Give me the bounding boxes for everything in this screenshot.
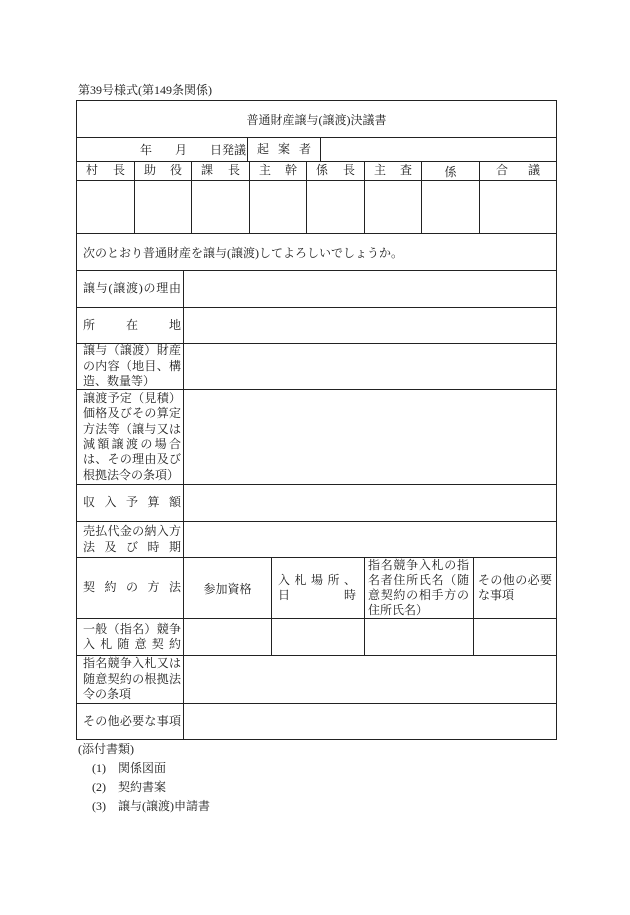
label-line: 譲与(譲渡)の理由 bbox=[83, 281, 181, 296]
label-line: 法及び時期 bbox=[83, 539, 181, 554]
approval-header-section-chief bbox=[192, 162, 250, 180]
label-line: 指名競争入札の指 bbox=[368, 558, 469, 572]
attachments-heading: (添付書類) bbox=[78, 742, 134, 756]
field-value bbox=[184, 656, 556, 703]
field-row-reason bbox=[77, 271, 556, 308]
approval-stamp-box bbox=[192, 181, 250, 233]
field-value bbox=[184, 344, 556, 389]
field-value bbox=[184, 704, 556, 739]
label-line: 住所氏名） bbox=[368, 603, 429, 617]
label-line: その他必要な事項 bbox=[83, 713, 181, 728]
approval-header-chief-official bbox=[250, 162, 307, 180]
attachment-number: (3) bbox=[92, 799, 106, 813]
label-line: 譲与（譲渡）財産 bbox=[83, 343, 181, 358]
label-line: 売払代金の納入方 bbox=[83, 524, 181, 539]
field-row-contract-type bbox=[77, 619, 556, 656]
approval-label: 村長 bbox=[86, 163, 125, 178]
form-title: 普通財産譲与(譲渡)決議書 bbox=[246, 112, 387, 127]
field-label bbox=[77, 344, 184, 389]
label-line: 日時 bbox=[278, 588, 356, 602]
attachment-item bbox=[78, 797, 210, 816]
field-label bbox=[77, 390, 184, 484]
drafter-label-cell bbox=[248, 138, 321, 161]
attachment-number: (1) bbox=[92, 761, 106, 775]
label-line: 指名競争入札又は bbox=[83, 656, 181, 671]
label-line: 収入予算額 bbox=[83, 495, 181, 510]
field-row-payment bbox=[77, 522, 556, 558]
nominee-value bbox=[365, 619, 474, 655]
label-line: は、その理由及び bbox=[83, 452, 181, 467]
field-row-revenue bbox=[77, 485, 556, 522]
field-row-other bbox=[77, 704, 556, 739]
drafter-value bbox=[321, 138, 556, 161]
approval-stamp-box bbox=[307, 181, 365, 233]
approval-stamp-box bbox=[250, 181, 307, 233]
field-label bbox=[77, 485, 184, 521]
field-row-contract-basis bbox=[77, 656, 556, 704]
other-matters-value bbox=[474, 619, 556, 655]
approval-stamp-row bbox=[77, 181, 556, 234]
label-line: 契約の方法 bbox=[83, 580, 181, 595]
field-row-property bbox=[77, 344, 556, 390]
label-line: 意契約の相手方の bbox=[368, 588, 469, 602]
field-row-location bbox=[77, 308, 556, 344]
bid-place-date-value bbox=[272, 619, 365, 655]
attachment-item bbox=[78, 778, 210, 797]
drafter-label: 起案者 bbox=[257, 141, 311, 156]
label-line: 入札場所、 bbox=[278, 572, 356, 587]
label-line: な事項 bbox=[478, 588, 515, 602]
other-matters-header bbox=[474, 558, 556, 618]
label-line: その他の必要 bbox=[478, 572, 552, 587]
year-label: 年 bbox=[139, 143, 152, 157]
bid-place-date-header bbox=[272, 558, 365, 618]
statement-row bbox=[77, 234, 556, 271]
qualification-value bbox=[184, 619, 272, 655]
label-line: 造、数量等） bbox=[83, 374, 156, 389]
attachment-label: 関係図面 bbox=[118, 761, 167, 775]
approval-stamp-box bbox=[480, 181, 556, 233]
approval-stamp-box bbox=[77, 181, 135, 233]
field-label bbox=[77, 558, 184, 618]
field-label bbox=[77, 619, 184, 655]
approval-header-subsection-chief bbox=[307, 162, 365, 180]
approval-header-village-head bbox=[77, 162, 135, 180]
field-row-price bbox=[77, 390, 556, 485]
label-line: 令の条項 bbox=[83, 687, 132, 702]
label-line: 所在地 bbox=[83, 317, 181, 332]
label-line: 入札随意契約 bbox=[83, 637, 181, 651]
month-label: 月 bbox=[174, 143, 187, 157]
label-line: 譲渡予定（見積） bbox=[83, 390, 181, 405]
label-line: 価格及びその算定 bbox=[83, 406, 181, 421]
approval-header-deputy bbox=[135, 162, 192, 180]
field-label bbox=[77, 656, 184, 703]
date-cell bbox=[77, 138, 248, 161]
label-line: 随意契約の根拠法 bbox=[83, 671, 181, 686]
form-number: 第39号様式(第149条関係) bbox=[78, 83, 212, 97]
approval-label: 主査 bbox=[374, 163, 412, 178]
label-line: 減額譲渡の場合 bbox=[83, 437, 181, 451]
field-label bbox=[77, 522, 184, 557]
date-row bbox=[77, 138, 556, 162]
title-cell bbox=[77, 101, 556, 137]
field-label bbox=[77, 704, 184, 739]
field-label bbox=[77, 271, 184, 307]
attachment-label: 譲与(譲渡)申請書 bbox=[118, 799, 210, 813]
field-value bbox=[184, 390, 556, 484]
label-line: の内容（地目、構 bbox=[83, 358, 181, 373]
approval-header-consultation bbox=[480, 162, 556, 180]
approval-header-staff bbox=[422, 162, 480, 180]
approval-label: 助役 bbox=[144, 163, 182, 178]
label-line: 根拠法令の条項） bbox=[83, 467, 180, 482]
label-line: 参加資格 bbox=[203, 581, 252, 596]
attachments bbox=[78, 740, 210, 816]
approval-stamp-box bbox=[422, 181, 480, 233]
field-value bbox=[184, 308, 556, 343]
statement-text: 次のとおり普通財産を譲与(譲渡)してよろしいでしょうか。 bbox=[83, 245, 403, 260]
approval-header-senior-staff bbox=[365, 162, 422, 180]
statement-cell bbox=[77, 234, 556, 270]
approval-header-row bbox=[77, 162, 556, 181]
approval-label: 合議 bbox=[496, 163, 540, 178]
attachment-label: 契約書案 bbox=[118, 780, 167, 794]
field-row-contract-method bbox=[77, 558, 556, 619]
label-line: 一般（指名）競争 bbox=[83, 621, 181, 636]
day-label: 日発議 bbox=[209, 143, 246, 157]
approval-stamp-box bbox=[365, 181, 422, 233]
title-row bbox=[77, 101, 556, 138]
approval-label: 係長 bbox=[316, 163, 355, 178]
label-line: 名者住所氏名（随 bbox=[368, 573, 469, 587]
approval-stamp-box bbox=[135, 181, 192, 233]
field-label bbox=[77, 308, 184, 343]
approval-label: 課長 bbox=[201, 163, 240, 178]
field-value bbox=[184, 485, 556, 521]
approval-label: 主幹 bbox=[259, 163, 297, 178]
approval-label: 係 bbox=[444, 164, 457, 179]
nominee-header bbox=[365, 558, 474, 618]
attachment-number: (2) bbox=[92, 780, 106, 794]
qualification-header bbox=[184, 558, 272, 618]
label-line: 方法等（譲与又は bbox=[83, 421, 181, 436]
field-value bbox=[184, 271, 556, 307]
field-value bbox=[184, 522, 556, 557]
attachment-item bbox=[78, 759, 210, 778]
resolution-form bbox=[76, 100, 557, 740]
